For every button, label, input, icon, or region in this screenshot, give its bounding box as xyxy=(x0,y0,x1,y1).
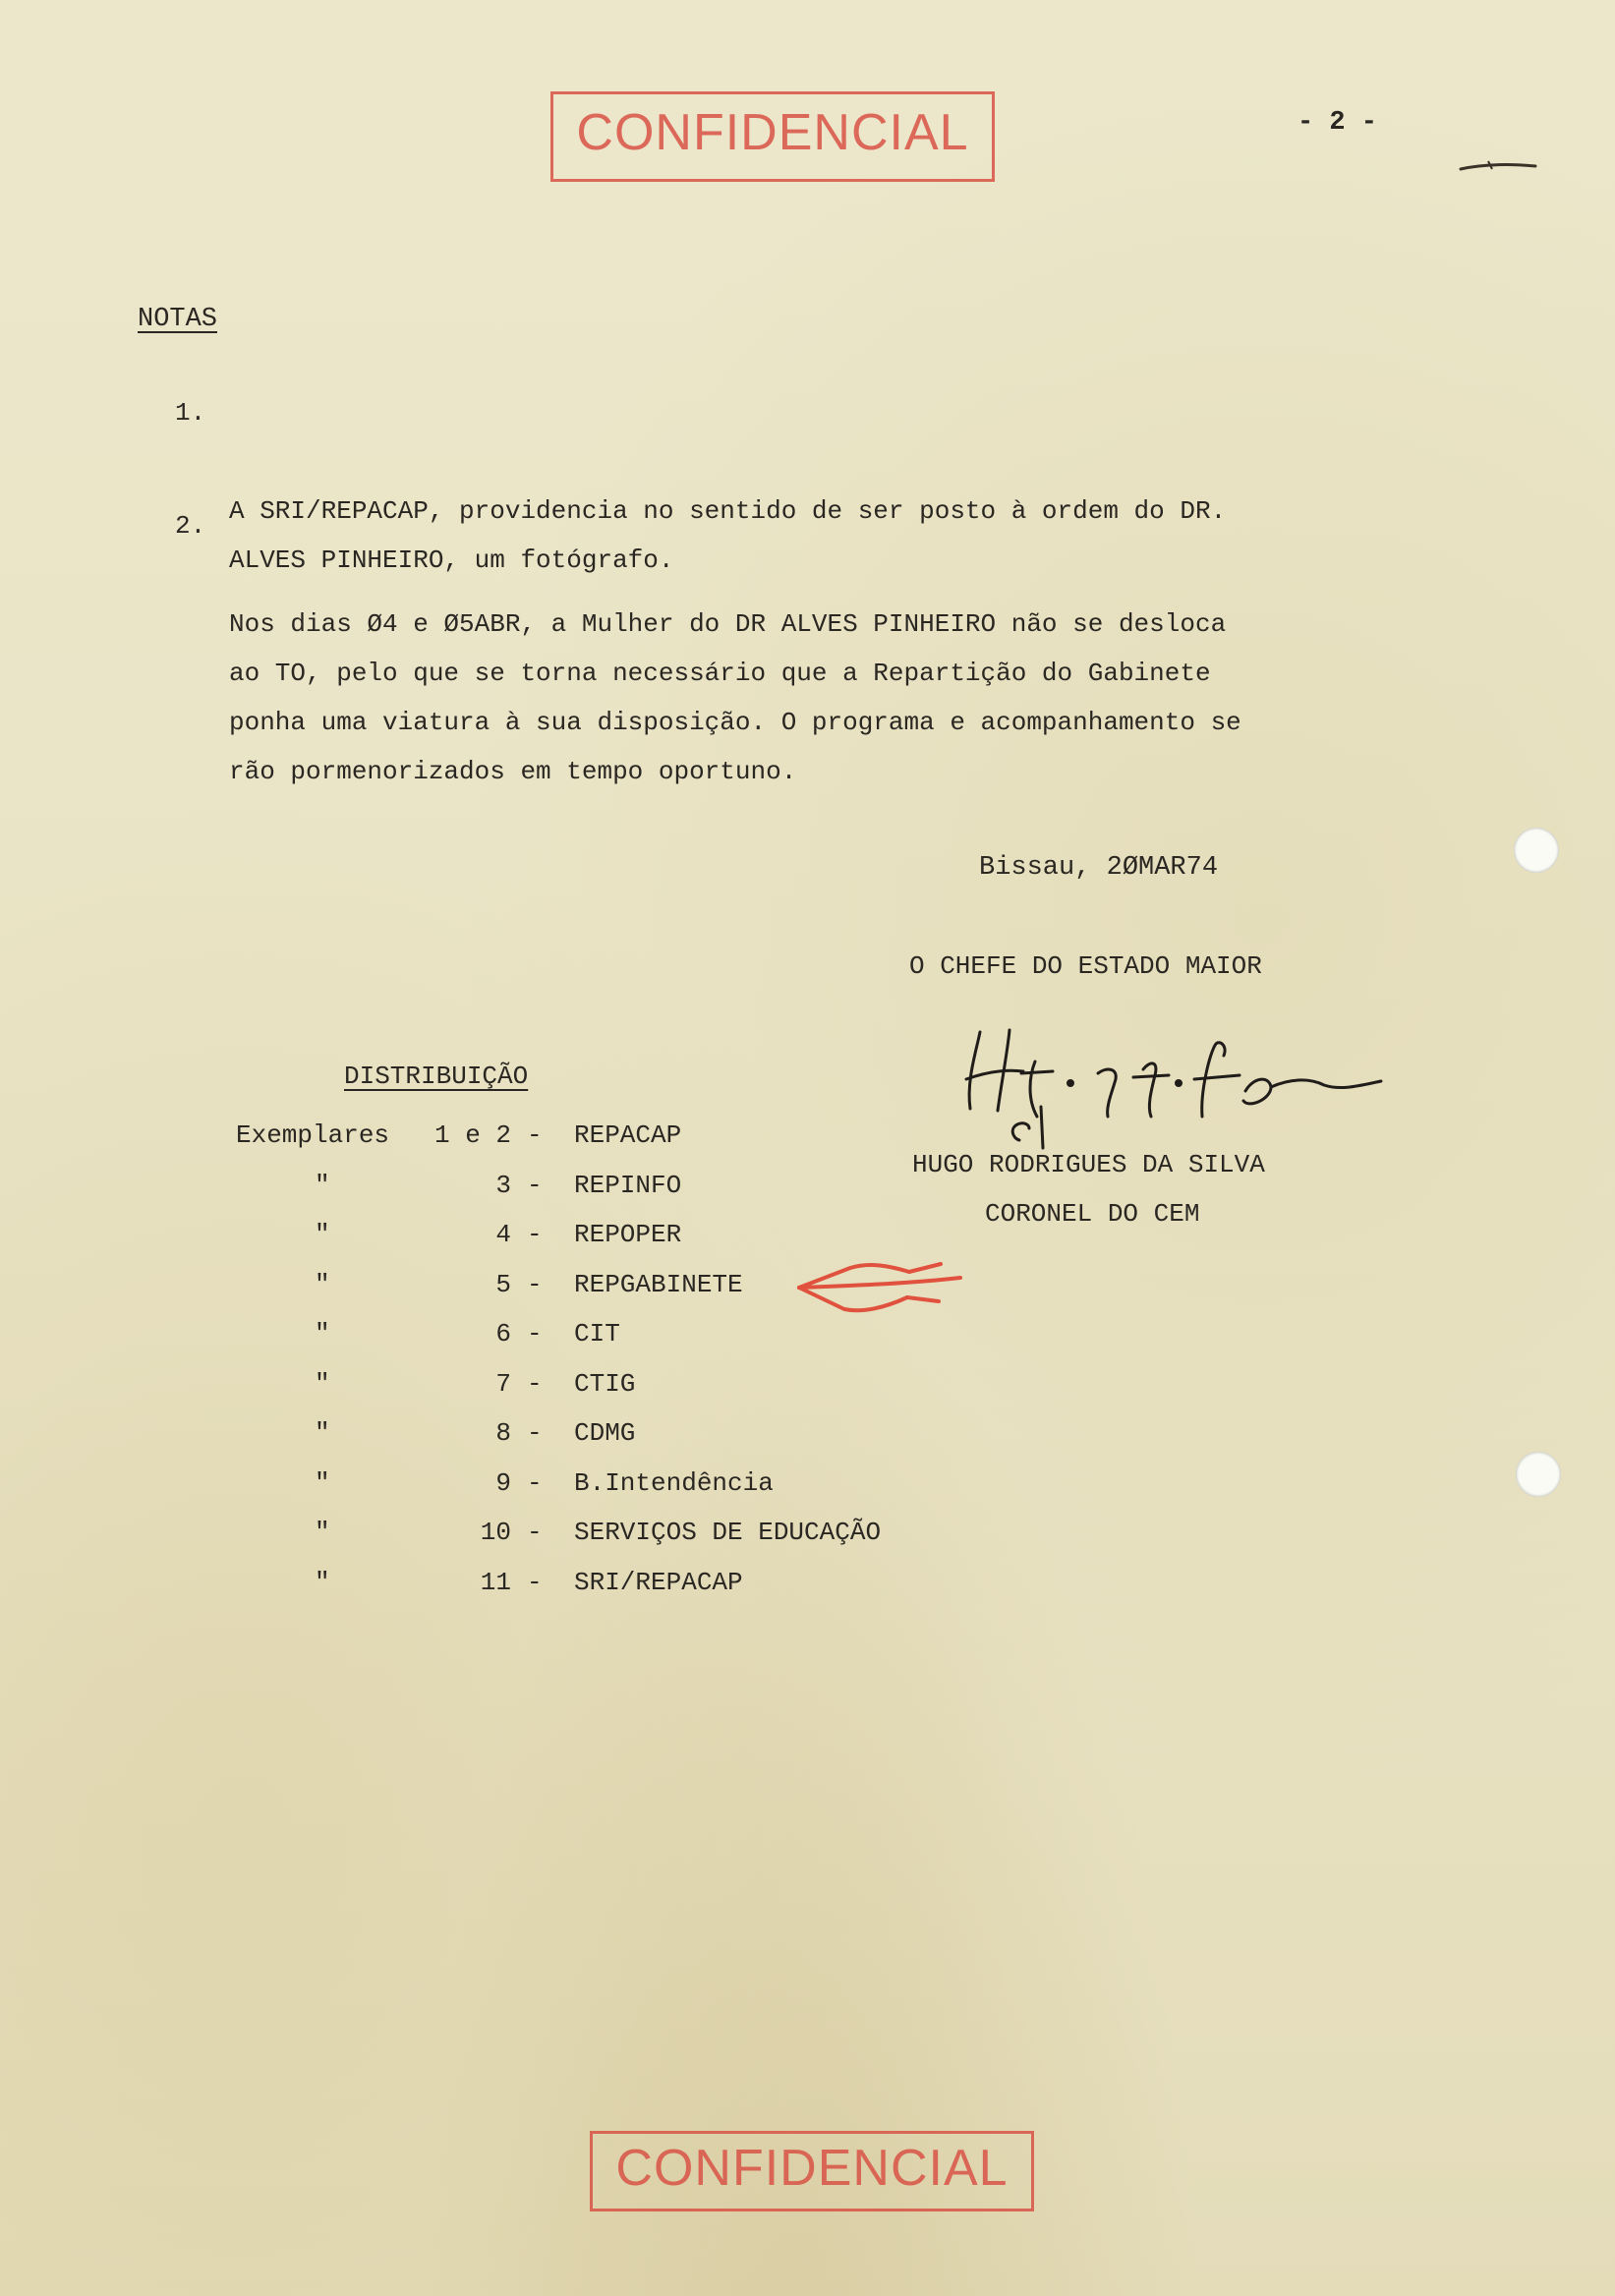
page-number: - 2 - xyxy=(1298,108,1378,138)
separator-dash: - xyxy=(527,1120,543,1150)
recipient: CTIG xyxy=(574,1368,636,1399)
recipient: CDMG xyxy=(574,1418,636,1448)
ditto-mark: " xyxy=(315,1220,330,1249)
note-number: 1. xyxy=(175,398,206,428)
recipient: REPINFO xyxy=(574,1170,682,1200)
recipient: B.Intendência xyxy=(574,1467,774,1498)
note-item xyxy=(175,501,1394,845)
signatory-rank: CORONEL DO CEM xyxy=(985,1199,1200,1229)
copy-number: 1 e 2 xyxy=(433,1120,511,1150)
recipient: SRI/REPACAP xyxy=(574,1567,743,1597)
confidencial-stamp-bottom: CONFIDENCIAL xyxy=(590,2131,1034,2211)
handwritten-signature xyxy=(958,1022,1411,1150)
separator-dash: - xyxy=(527,1319,543,1349)
punch-hole xyxy=(1514,828,1559,873)
note-number: 2. xyxy=(175,511,206,541)
notes-heading: NOTAS xyxy=(138,305,218,334)
separator-dash: - xyxy=(527,1269,543,1299)
ditto-mark: " xyxy=(315,1567,330,1597)
distribution-heading: DISTRIBUIÇÃO xyxy=(344,1062,529,1091)
copy-number: 6 xyxy=(495,1319,511,1349)
copy-number: 5 xyxy=(495,1269,511,1299)
punch-hole xyxy=(1516,1452,1561,1497)
copy-number: 9 xyxy=(495,1467,511,1498)
note-text: A SRI/REPACAP, providencia no sentido de ser posto à ordem do DR. ALVES PINHEIRO, um fotógrafo. xyxy=(229,496,1227,575)
separator-dash: - xyxy=(527,1368,543,1399)
separator-dash: - xyxy=(527,1518,543,1547)
copies-label: Exemplares xyxy=(236,1120,390,1150)
ditto-mark: " xyxy=(315,1269,330,1299)
note-text: Nos dias Ø4 e Ø5ABR, a Mulher do DR ALVES PINHEIRO não se desloca ao TO, pelo que se torna necessário que a Repartição do Gabinete ponha uma viatura à sua disposição. O programa e acompanhamento se rão pormenorizados em tempo oportuno. xyxy=(229,609,1241,786)
ditto-mark: " xyxy=(315,1368,330,1399)
separator-dash: - xyxy=(527,1418,543,1448)
recipient: REPGABINETE xyxy=(574,1269,743,1299)
ditto-mark: " xyxy=(315,1518,330,1547)
copy-number: 11 xyxy=(480,1567,511,1597)
copy-number: 7 xyxy=(495,1368,511,1399)
ditto-mark: " xyxy=(315,1467,330,1498)
recipient: REPOPER xyxy=(574,1220,682,1249)
copy-number: 10 xyxy=(480,1518,511,1547)
separator-dash: - xyxy=(527,1170,543,1200)
confidencial-stamp-top: CONFIDENCIAL xyxy=(550,91,995,182)
separator-dash: - xyxy=(527,1467,543,1498)
recipient: SERVIÇOS DE EDUCAÇÃO xyxy=(574,1518,882,1547)
separator-dash: - xyxy=(527,1567,543,1597)
signatory-title: O CHEFE DO ESTADO MAIOR xyxy=(909,951,1262,981)
place-date: Bissau, 2ØMAR74 xyxy=(979,853,1219,883)
copy-number: 4 xyxy=(495,1220,511,1249)
ditto-mark: " xyxy=(315,1319,330,1349)
separator-dash: - xyxy=(527,1220,543,1249)
copy-number: 8 xyxy=(495,1418,511,1448)
ditto-mark: " xyxy=(315,1418,330,1448)
pen-mark-icon xyxy=(1459,157,1537,175)
recipient: REPACAP xyxy=(574,1120,682,1150)
recipient: CIT xyxy=(574,1319,620,1349)
signatory-name: HUGO RODRIGUES DA SILVA xyxy=(912,1150,1265,1179)
ditto-mark: " xyxy=(315,1170,330,1200)
red-arrow-icon xyxy=(791,1258,968,1317)
copy-number: 3 xyxy=(495,1170,511,1200)
